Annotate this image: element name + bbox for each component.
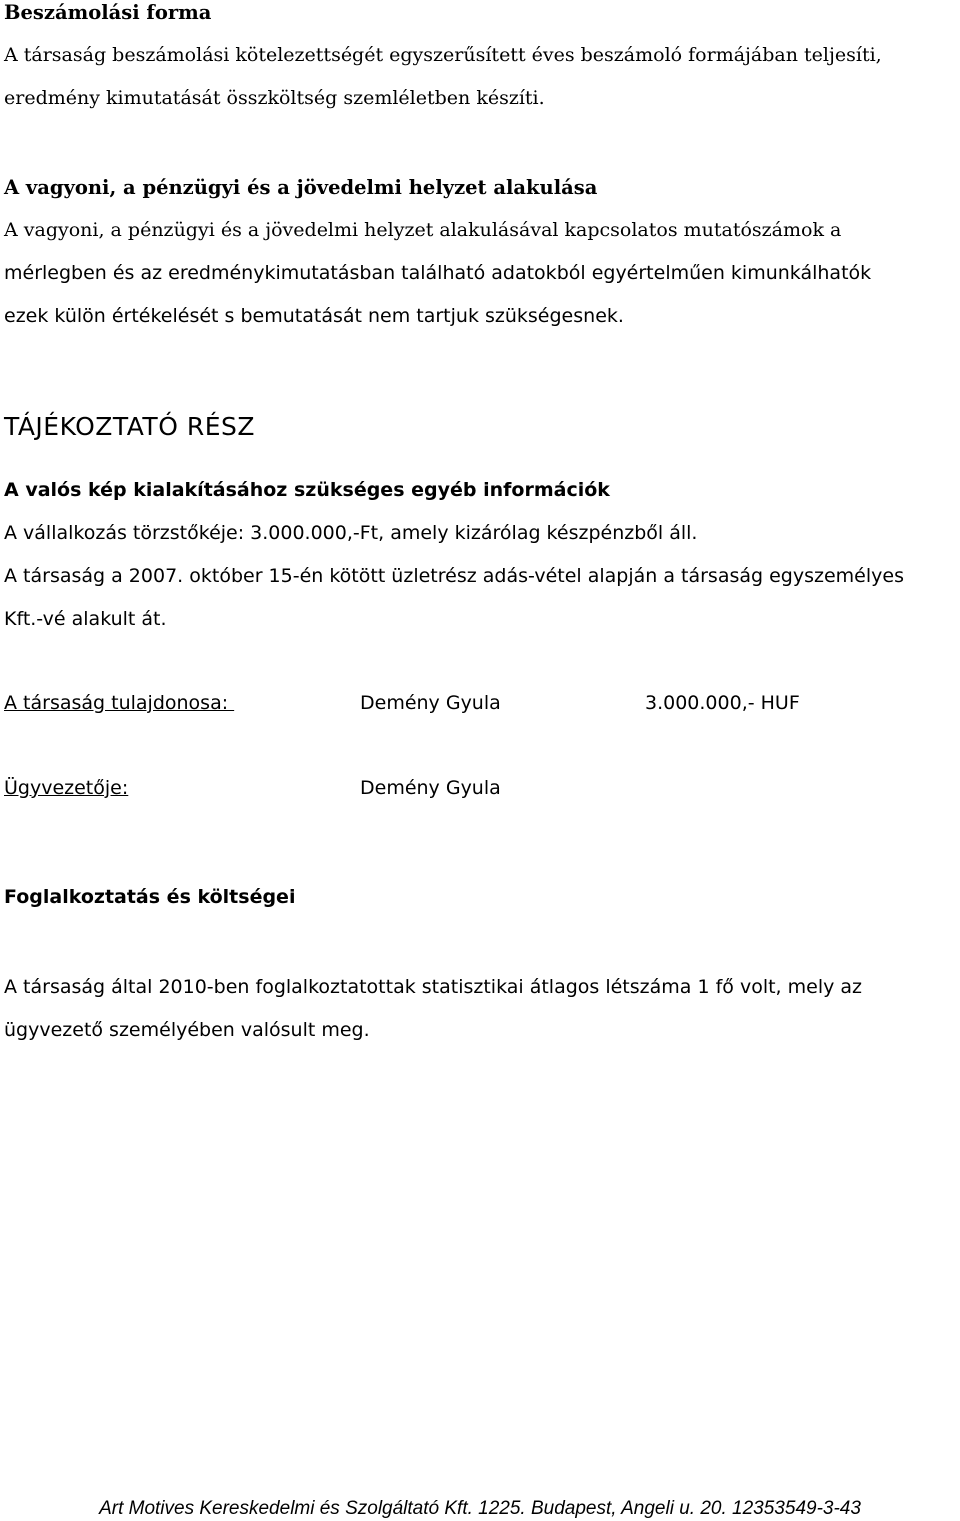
true-view-line-2: A társaság a 2007. október 15-én kötött üzletrész adás-vétel alapján a társaság egyszemélyes	[4, 565, 904, 587]
owner-label: A társaság tulajdonosa:	[4, 692, 235, 714]
page-footer: Art Motives Kereskedelmi és Szolgáltató Kft. 1225. Budapest, Angeli u. 20. 12353549-3-43	[99, 1498, 861, 1519]
section-informative-part	[4, 406, 952, 448]
employment-line-1: A társaság által 2010-ben foglalkoztatottak statisztikai átlagos létszáma 1 fő volt, mely az	[4, 976, 862, 998]
true-view-line-3: Kft.-vé alakult át.	[4, 608, 167, 630]
employment-line-2: ügyvezető személyében valósult meg.	[4, 1019, 370, 1041]
financial-position-line-2: mérlegben és az eredménykimutatásban található adatokból egyértelműen kimunkálhatók	[4, 262, 872, 284]
reporting-form-line-2: eredmény kimutatását összköltség szemléletben készíti.	[4, 87, 545, 109]
section-true-view-info	[4, 469, 952, 641]
financial-position-heading: A vagyoni, a pénzügyi és a jövedelmi helyzet alakulása	[4, 176, 598, 199]
manager-label: Ügyvezetője:	[4, 777, 129, 799]
financial-position-line-1: A vagyoni, a pénzügyi és a jövedelmi helyzet alakulásával kapcsolatos mutatószámok a	[4, 219, 842, 241]
true-view-line-1: A vállalkozás törzstőkéje: 3.000.000,-Ft, amely kizárólag készpénzből áll.	[4, 522, 698, 544]
reporting-form-line-1: A társaság beszámolási kötelezettségét egyszerűsített éves beszámoló formájában teljesíti,	[4, 44, 882, 66]
owner-name: Demény Gyula	[360, 692, 501, 714]
section-reporting-form	[4, 0, 952, 120]
section-financial-position	[4, 166, 952, 338]
manager-name: Demény Gyula	[360, 777, 501, 799]
employment-heading: Foglalkoztatás és költségei	[4, 886, 296, 908]
reporting-form-heading: Beszámolási forma	[4, 1, 212, 24]
true-view-subheading: A valós kép kialakításához szükséges egyéb információk	[4, 479, 610, 501]
owner-amount: 3.000.000,- HUF	[645, 692, 800, 714]
section-employment	[4, 966, 952, 1052]
informative-part-title: TÁJÉKOZTATÓ RÉSZ	[4, 412, 255, 441]
financial-position-line-3: ezek külön értékelését s bemutatását nem tartjuk szükségesnek.	[4, 305, 624, 327]
